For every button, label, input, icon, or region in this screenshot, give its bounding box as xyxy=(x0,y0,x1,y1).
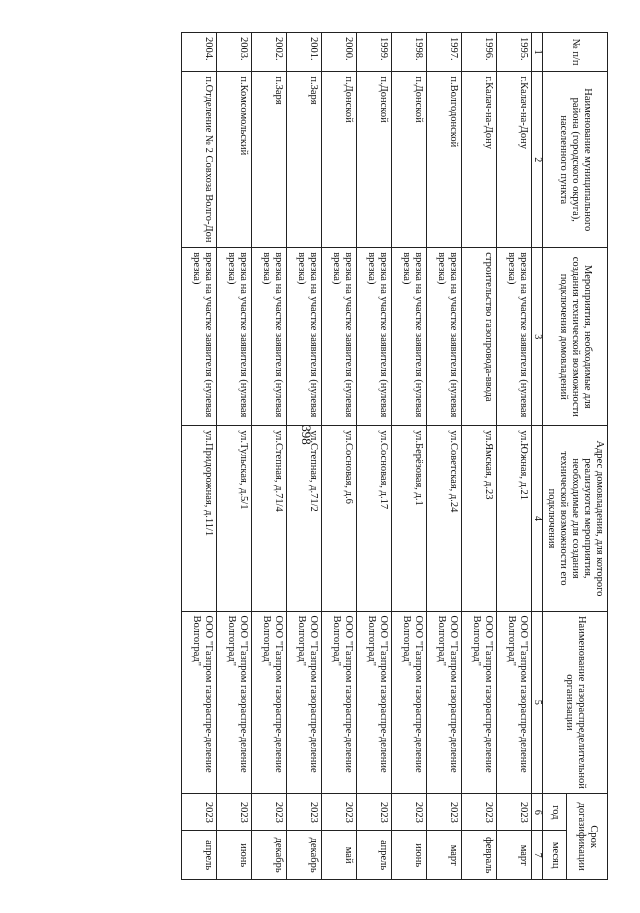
settlement-name: п.Отделение № 2 Совхоза Волго-Дон xyxy=(182,72,217,248)
measure-text: строительство газопровода-ввода xyxy=(462,248,497,426)
measure-text: врезка на участке заявителя (нулевая врезка) xyxy=(217,248,252,426)
address-text: ул.Сосновая, д.6 xyxy=(322,426,357,611)
header-org: Наименование газораспределительной организации xyxy=(543,611,608,794)
measure-text: врезка на участке заявителя (нулевая врезка) xyxy=(357,248,392,426)
table-row xyxy=(497,33,532,880)
measure-text: врезка на участке заявителя (нулевая врезка) xyxy=(322,248,357,426)
column-number: 2 xyxy=(532,72,543,248)
month-value: март xyxy=(497,831,532,880)
organization-text: ООО "Газпром газораспре-деление Волгоград" xyxy=(322,611,357,794)
month-value: апрель xyxy=(357,831,392,880)
header-address: Адрес домовладения, для которого реализуются мероприятия, необходимые для создания технической возможности его подключения xyxy=(543,426,608,611)
settlement-name: п.Донской xyxy=(322,72,357,248)
header-measures: Мероприятия, необходимые для создания технической возможности подключения домовладений xyxy=(543,248,608,426)
row-number: 2003. xyxy=(217,33,252,72)
column-number: 6 xyxy=(532,794,543,831)
month-value: апрель xyxy=(182,831,217,880)
address-text: ул.Тульская, д.5/1 xyxy=(217,426,252,611)
row-number: 1998. xyxy=(392,33,427,72)
settlement-name: п.Заря xyxy=(252,72,287,248)
address-text: ул.Южная, д.21 xyxy=(497,426,532,611)
address-text: ул.Степная, д.71/2 xyxy=(287,426,322,611)
table-row xyxy=(322,33,357,880)
month-value: декабрь xyxy=(252,831,287,880)
measure-text: врезка на участке заявителя (нулевая врезка) xyxy=(497,248,532,426)
settlement-name: п.Волгодонской xyxy=(427,72,462,248)
row-number: 2004. xyxy=(182,33,217,72)
header-month: месяц xyxy=(543,831,567,880)
row-number: 2000. xyxy=(322,33,357,72)
table-row xyxy=(217,33,252,880)
table-row xyxy=(392,33,427,880)
organization-text: ООО "Газпром газораспре-деление Волгоград" xyxy=(357,611,392,794)
month-value: декабрь xyxy=(287,831,322,880)
organization-text: ООО "Газпром газораспре-деление Волгоград" xyxy=(392,611,427,794)
year-value: 2023 xyxy=(357,794,392,831)
measure-text: врезка на участке заявителя (нулевая врезка) xyxy=(392,248,427,426)
address-text: ул.Берёзовая, д.1 xyxy=(392,426,427,611)
table-row xyxy=(182,33,217,880)
year-value: 2023 xyxy=(497,794,532,831)
organization-text: ООО "Газпром газораспре-деление Волгоград" xyxy=(287,611,322,794)
settlement-name: п.Заря xyxy=(287,72,322,248)
address-text: ул.Придорожная, д.11/1 xyxy=(182,426,217,611)
organization-text: ООО "Газпром газораспре-деление Волгоград" xyxy=(427,611,462,794)
header-year: год xyxy=(543,794,567,831)
year-value: 2023 xyxy=(392,794,427,831)
table-row xyxy=(357,33,392,880)
header-no: № п/п xyxy=(543,33,608,72)
column-number: 1 xyxy=(532,33,543,72)
organization-text: ООО "Газпром газораспре-деление Волгоград" xyxy=(252,611,287,794)
organization-text: ООО "Газпром газораспре-деление Волгоград" xyxy=(217,611,252,794)
row-number: 2002. xyxy=(252,33,287,72)
row-number: 1995. xyxy=(497,33,532,72)
measure-text: врезка на участке заявителя (нулевая врезка) xyxy=(182,248,217,426)
table-row xyxy=(462,33,497,880)
month-value: февраль xyxy=(462,831,497,880)
year-value: 2023 xyxy=(252,794,287,831)
settlement-name: п.Донской xyxy=(357,72,392,248)
year-value: 2023 xyxy=(217,794,252,831)
year-value: 2023 xyxy=(287,794,322,831)
month-value: июнь xyxy=(217,831,252,880)
year-value: 2023 xyxy=(462,794,497,831)
measure-text: врезка на участке заявителя (нулевая врезка) xyxy=(287,248,322,426)
month-value: июнь xyxy=(392,831,427,880)
settlement-name: г.Калач-на-Дону xyxy=(497,72,532,248)
measure-text: врезка на участке заявителя (нулевая врезка) xyxy=(427,248,462,426)
settlement-name: п.Комсомольский xyxy=(217,72,252,248)
page-number: 398 xyxy=(299,425,314,445)
organization-text: ООО "Газпром газораспре-деление Волгоград" xyxy=(182,611,217,794)
table-row xyxy=(252,33,287,880)
organization-text: ООО "Газпром газораспре-деление Волгоград" xyxy=(497,611,532,794)
row-number: 1999. xyxy=(357,33,392,72)
address-text: ул.Степная, д.71/4 xyxy=(252,426,287,611)
measure-text: врезка на участке заявителя (нулевая врезка) xyxy=(252,248,287,426)
address-text: ул.Ямская, д.23 xyxy=(462,426,497,611)
row-number: 1997. xyxy=(427,33,462,72)
settlement-name: п.Донской xyxy=(392,72,427,248)
header-name: Наименование муниципального района (городского округа), населенного пункта xyxy=(543,72,608,248)
column-number: 5 xyxy=(532,611,543,794)
settlement-name: г.Калач-на-Дону xyxy=(462,72,497,248)
address-text: ул.Сосновая, д.17 xyxy=(357,426,392,611)
document-table-frame xyxy=(156,32,608,880)
header-term: Срок догазификации xyxy=(567,794,608,880)
address-text: ул.Советская, д.24 xyxy=(427,426,462,611)
row-number: 1996. xyxy=(462,33,497,72)
column-number: 4 xyxy=(532,426,543,611)
year-value: 2023 xyxy=(322,794,357,831)
organization-text: ООО "Газпром газораспре-деление Волгоград" xyxy=(462,611,497,794)
month-value: май xyxy=(322,831,357,880)
year-value: 2023 xyxy=(182,794,217,831)
column-number: 7 xyxy=(532,831,543,880)
gasification-table xyxy=(181,32,608,880)
table-row xyxy=(287,33,322,880)
column-number: 3 xyxy=(532,248,543,426)
table-row xyxy=(427,33,462,880)
year-value: 2023 xyxy=(427,794,462,831)
month-value: март xyxy=(427,831,462,880)
row-number: 2001. xyxy=(287,33,322,72)
